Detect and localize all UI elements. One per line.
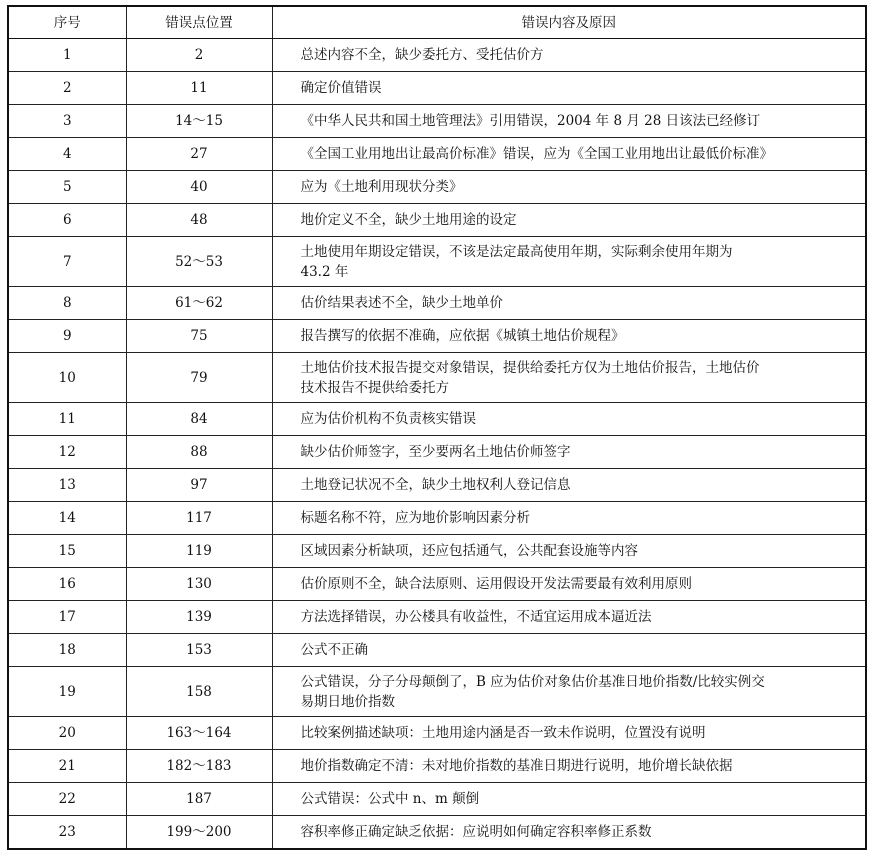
table-row: [8, 634, 866, 667]
row-index: 10: [8, 353, 126, 403]
table-row: [8, 320, 866, 353]
row-index: 9: [8, 320, 126, 353]
row-content: 《中华人民共和国土地管理法》引用错误，2004 年 8 月 28 日该法已经修订: [272, 105, 866, 138]
row-content: 《全国工业用地出让最高价标准》错误，应为《全国工业用地出让最低价标准》: [272, 138, 866, 171]
row-content: 标题名称不符，应为地价影响因素分析: [272, 502, 866, 535]
table-header-row: [8, 6, 866, 39]
row-index: 16: [8, 568, 126, 601]
error-table: [7, 5, 867, 850]
row-index: 20: [8, 717, 126, 750]
row-index: 4: [8, 138, 126, 171]
table-row: [8, 105, 866, 138]
row-location: 158: [126, 667, 272, 717]
table-row: [8, 568, 866, 601]
row-index: 7: [8, 237, 126, 287]
row-content: 容积率修正确定缺乏依据：应说明如何确定容积率修正系数: [272, 816, 866, 850]
row-content: 估价原则不全，缺合法原则、运用假设开发法需要最有效利用原则: [272, 568, 866, 601]
row-index: 12: [8, 436, 126, 469]
row-content-line-1: 土地估价技术报告提交对象错误，提供给委托方仅为土地估价报告，土地估价: [300, 359, 760, 376]
row-location: 119: [126, 535, 272, 568]
table-row: [8, 502, 866, 535]
row-index: 17: [8, 601, 126, 634]
header-location: 错误点位置: [126, 6, 272, 39]
row-content-line-2: 易期日地价指数: [300, 693, 395, 710]
table-row: [8, 816, 866, 850]
row-location: 2: [126, 39, 272, 72]
row-content: 地价定义不全，缺少土地用途的设定: [272, 204, 866, 237]
row-index: 1: [8, 39, 126, 72]
error-table-container: [7, 5, 865, 850]
row-location: 27: [126, 138, 272, 171]
row-content: 公式不正确: [272, 634, 866, 667]
row-location: 117: [126, 502, 272, 535]
row-index: 19: [8, 667, 126, 717]
table-row: [8, 436, 866, 469]
row-location: 79: [126, 353, 272, 403]
row-location: 84: [126, 403, 272, 436]
header-index: 序号: [8, 6, 126, 39]
row-content: [272, 667, 866, 717]
row-location: 75: [126, 320, 272, 353]
row-location: 97: [126, 469, 272, 502]
table-row: [8, 39, 866, 72]
row-location: 52～53: [126, 237, 272, 287]
row-content: 土地登记状况不全，缺少土地权利人登记信息: [272, 469, 866, 502]
table-row: [8, 72, 866, 105]
table-row: [8, 717, 866, 750]
row-content: 估价结果表述不全，缺少土地单价: [272, 287, 866, 320]
row-location: 48: [126, 204, 272, 237]
row-location: 187: [126, 783, 272, 816]
row-content: [272, 237, 866, 287]
table-row: [8, 353, 866, 403]
row-location: 139: [126, 601, 272, 634]
row-index: 3: [8, 105, 126, 138]
row-index: 23: [8, 816, 126, 850]
table-row: [8, 667, 866, 717]
table-row: [8, 601, 866, 634]
row-content: 应为《土地利用现状分类》: [272, 171, 866, 204]
row-location: 88: [126, 436, 272, 469]
row-content: 报告撰写的依据不准确，应依据《城镇土地估价规程》: [272, 320, 866, 353]
row-index: 22: [8, 783, 126, 816]
row-index: 11: [8, 403, 126, 436]
row-location: 182～183: [126, 750, 272, 783]
table-row: [8, 535, 866, 568]
row-content: 应为估价机构不负责核实错误: [272, 403, 866, 436]
table-row: [8, 469, 866, 502]
row-content-line-1: 土地使用年期设定错误，不该是法定最高使用年期，实际剩余使用年期为: [300, 243, 733, 260]
row-location: 14～15: [126, 105, 272, 138]
row-location: 163～164: [126, 717, 272, 750]
row-content: 比较案例描述缺项：土地用途内涵是否一致未作说明，位置没有说明: [272, 717, 866, 750]
row-location: 153: [126, 634, 272, 667]
row-content: 缺少估价师签字，至少要两名土地估价师签字: [272, 436, 866, 469]
table-row: [8, 138, 866, 171]
table-row: [8, 783, 866, 816]
row-index: 15: [8, 535, 126, 568]
row-index: 5: [8, 171, 126, 204]
row-index: 2: [8, 72, 126, 105]
row-index: 8: [8, 287, 126, 320]
table-row: [8, 403, 866, 436]
table-row: [8, 204, 866, 237]
row-content: 区域因素分析缺项，还应包括通气，公共配套设施等内容: [272, 535, 866, 568]
table-row: [8, 287, 866, 320]
row-index: 18: [8, 634, 126, 667]
row-location: 199～200: [126, 816, 272, 850]
row-location: 11: [126, 72, 272, 105]
row-content-line-1: 公式错误，分子分母颠倒了，B 应为估价对象估价基准日地价指数/比较实例交: [300, 673, 765, 690]
row-content-line-2: 43.2 年: [300, 263, 349, 280]
row-index: 21: [8, 750, 126, 783]
row-content: 公式错误：公式中 n、m 颠倒: [272, 783, 866, 816]
row-content: 方法选择错误，办公楼具有收益性，不适宜运用成本逼近法: [272, 601, 866, 634]
row-content: 地价指数确定不清：未对地价指数的基准日期进行说明，地价增长缺依据: [272, 750, 866, 783]
row-location: 130: [126, 568, 272, 601]
row-content: 确定价值错误: [272, 72, 866, 105]
table-row: [8, 750, 866, 783]
header-content: 错误内容及原因: [272, 6, 866, 39]
row-location: 61～62: [126, 287, 272, 320]
row-content: 总述内容不全，缺少委托方、受托估价方: [272, 39, 866, 72]
table-row: [8, 237, 866, 287]
row-location: 40: [126, 171, 272, 204]
row-index: 6: [8, 204, 126, 237]
row-index: 14: [8, 502, 126, 535]
table-row: [8, 171, 866, 204]
row-content: [272, 353, 866, 403]
row-content-line-2: 技术报告不提供给委托方: [300, 379, 449, 396]
row-index: 13: [8, 469, 126, 502]
